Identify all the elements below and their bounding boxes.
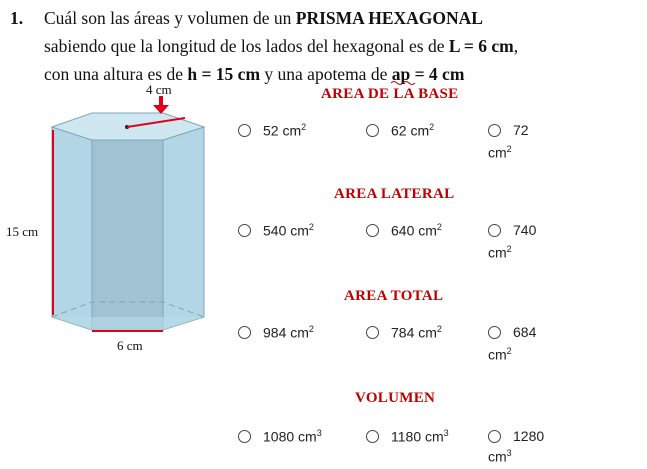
option-lateral-1[interactable]: 540 $cm^2$ [238, 222, 314, 239]
side-label: 6 cm [117, 338, 143, 353]
section-title-area-lateral: AREA LATERAL [334, 186, 455, 202]
side-length: L = 6 cm [448, 36, 514, 56]
section-title-volumen: VOLUMEN [355, 390, 436, 406]
height-label: 15 cm [6, 224, 39, 239]
option-volumen-3-unit: $cm^3$ [488, 448, 512, 465]
question-line-2: sabiendo que la longitud de los lados del hexagonal es de L = 6 cm, [44, 36, 519, 56]
question-line-3: con una altura es de h = 15 cm y una apotema de ap = 4 cm [44, 64, 465, 84]
prism-type: PRISMA HEXAGONAL [295, 8, 483, 28]
option-total-3-unit: $cm^2$ [488, 346, 512, 363]
option-base-2[interactable]: 62 $cm^2$ [366, 122, 434, 139]
option-volumen-3[interactable]: 1280 [488, 428, 544, 444]
option-volumen-1[interactable]: 1080 $cm^3$ [238, 428, 322, 445]
section-title-area-base: AREA DE LA BASE [321, 86, 459, 102]
option-volumen-2[interactable]: 1180 $cm^3$ [366, 428, 449, 445]
radio-button[interactable] [238, 430, 251, 443]
radio-button[interactable] [488, 224, 501, 237]
radio-button[interactable] [488, 326, 501, 339]
radio-button[interactable] [488, 430, 501, 443]
apothem-symbol: ap [392, 64, 410, 84]
radio-button[interactable] [366, 430, 379, 443]
radio-button[interactable] [366, 124, 379, 137]
option-total-2[interactable]: 784 $cm^2$ [366, 324, 442, 341]
option-total-1[interactable]: 984 $cm^2$ [238, 324, 314, 341]
apothem-label: 4 cm [146, 82, 172, 97]
section-title-area-total: AREA TOTAL [344, 288, 444, 304]
radio-button[interactable] [238, 124, 251, 137]
option-base-1[interactable]: 52 $cm^2$ [238, 122, 306, 139]
radio-button[interactable] [238, 224, 251, 237]
radio-button[interactable] [238, 326, 251, 339]
question-line-1: Cuál son las áreas y volumen de un PRISMA HEXAGONAL [44, 8, 483, 28]
radio-button[interactable] [366, 224, 379, 237]
option-total-3[interactable]: 684 [488, 324, 536, 340]
option-base-3[interactable]: 72 [488, 122, 529, 138]
hexagonal-prism-figure [0, 80, 230, 370]
option-base-3-unit: $cm^2$ [488, 144, 512, 161]
option-lateral-3[interactable]: 740 [488, 222, 536, 238]
question-number: 1. [10, 8, 24, 28]
option-lateral-3-unit: $cm^2$ [488, 244, 512, 261]
height-value: h = 15 cm [187, 64, 261, 84]
radio-button[interactable] [366, 326, 379, 339]
radio-button[interactable] [488, 124, 501, 137]
option-lateral-2[interactable]: 640 $cm^2$ [366, 222, 442, 239]
